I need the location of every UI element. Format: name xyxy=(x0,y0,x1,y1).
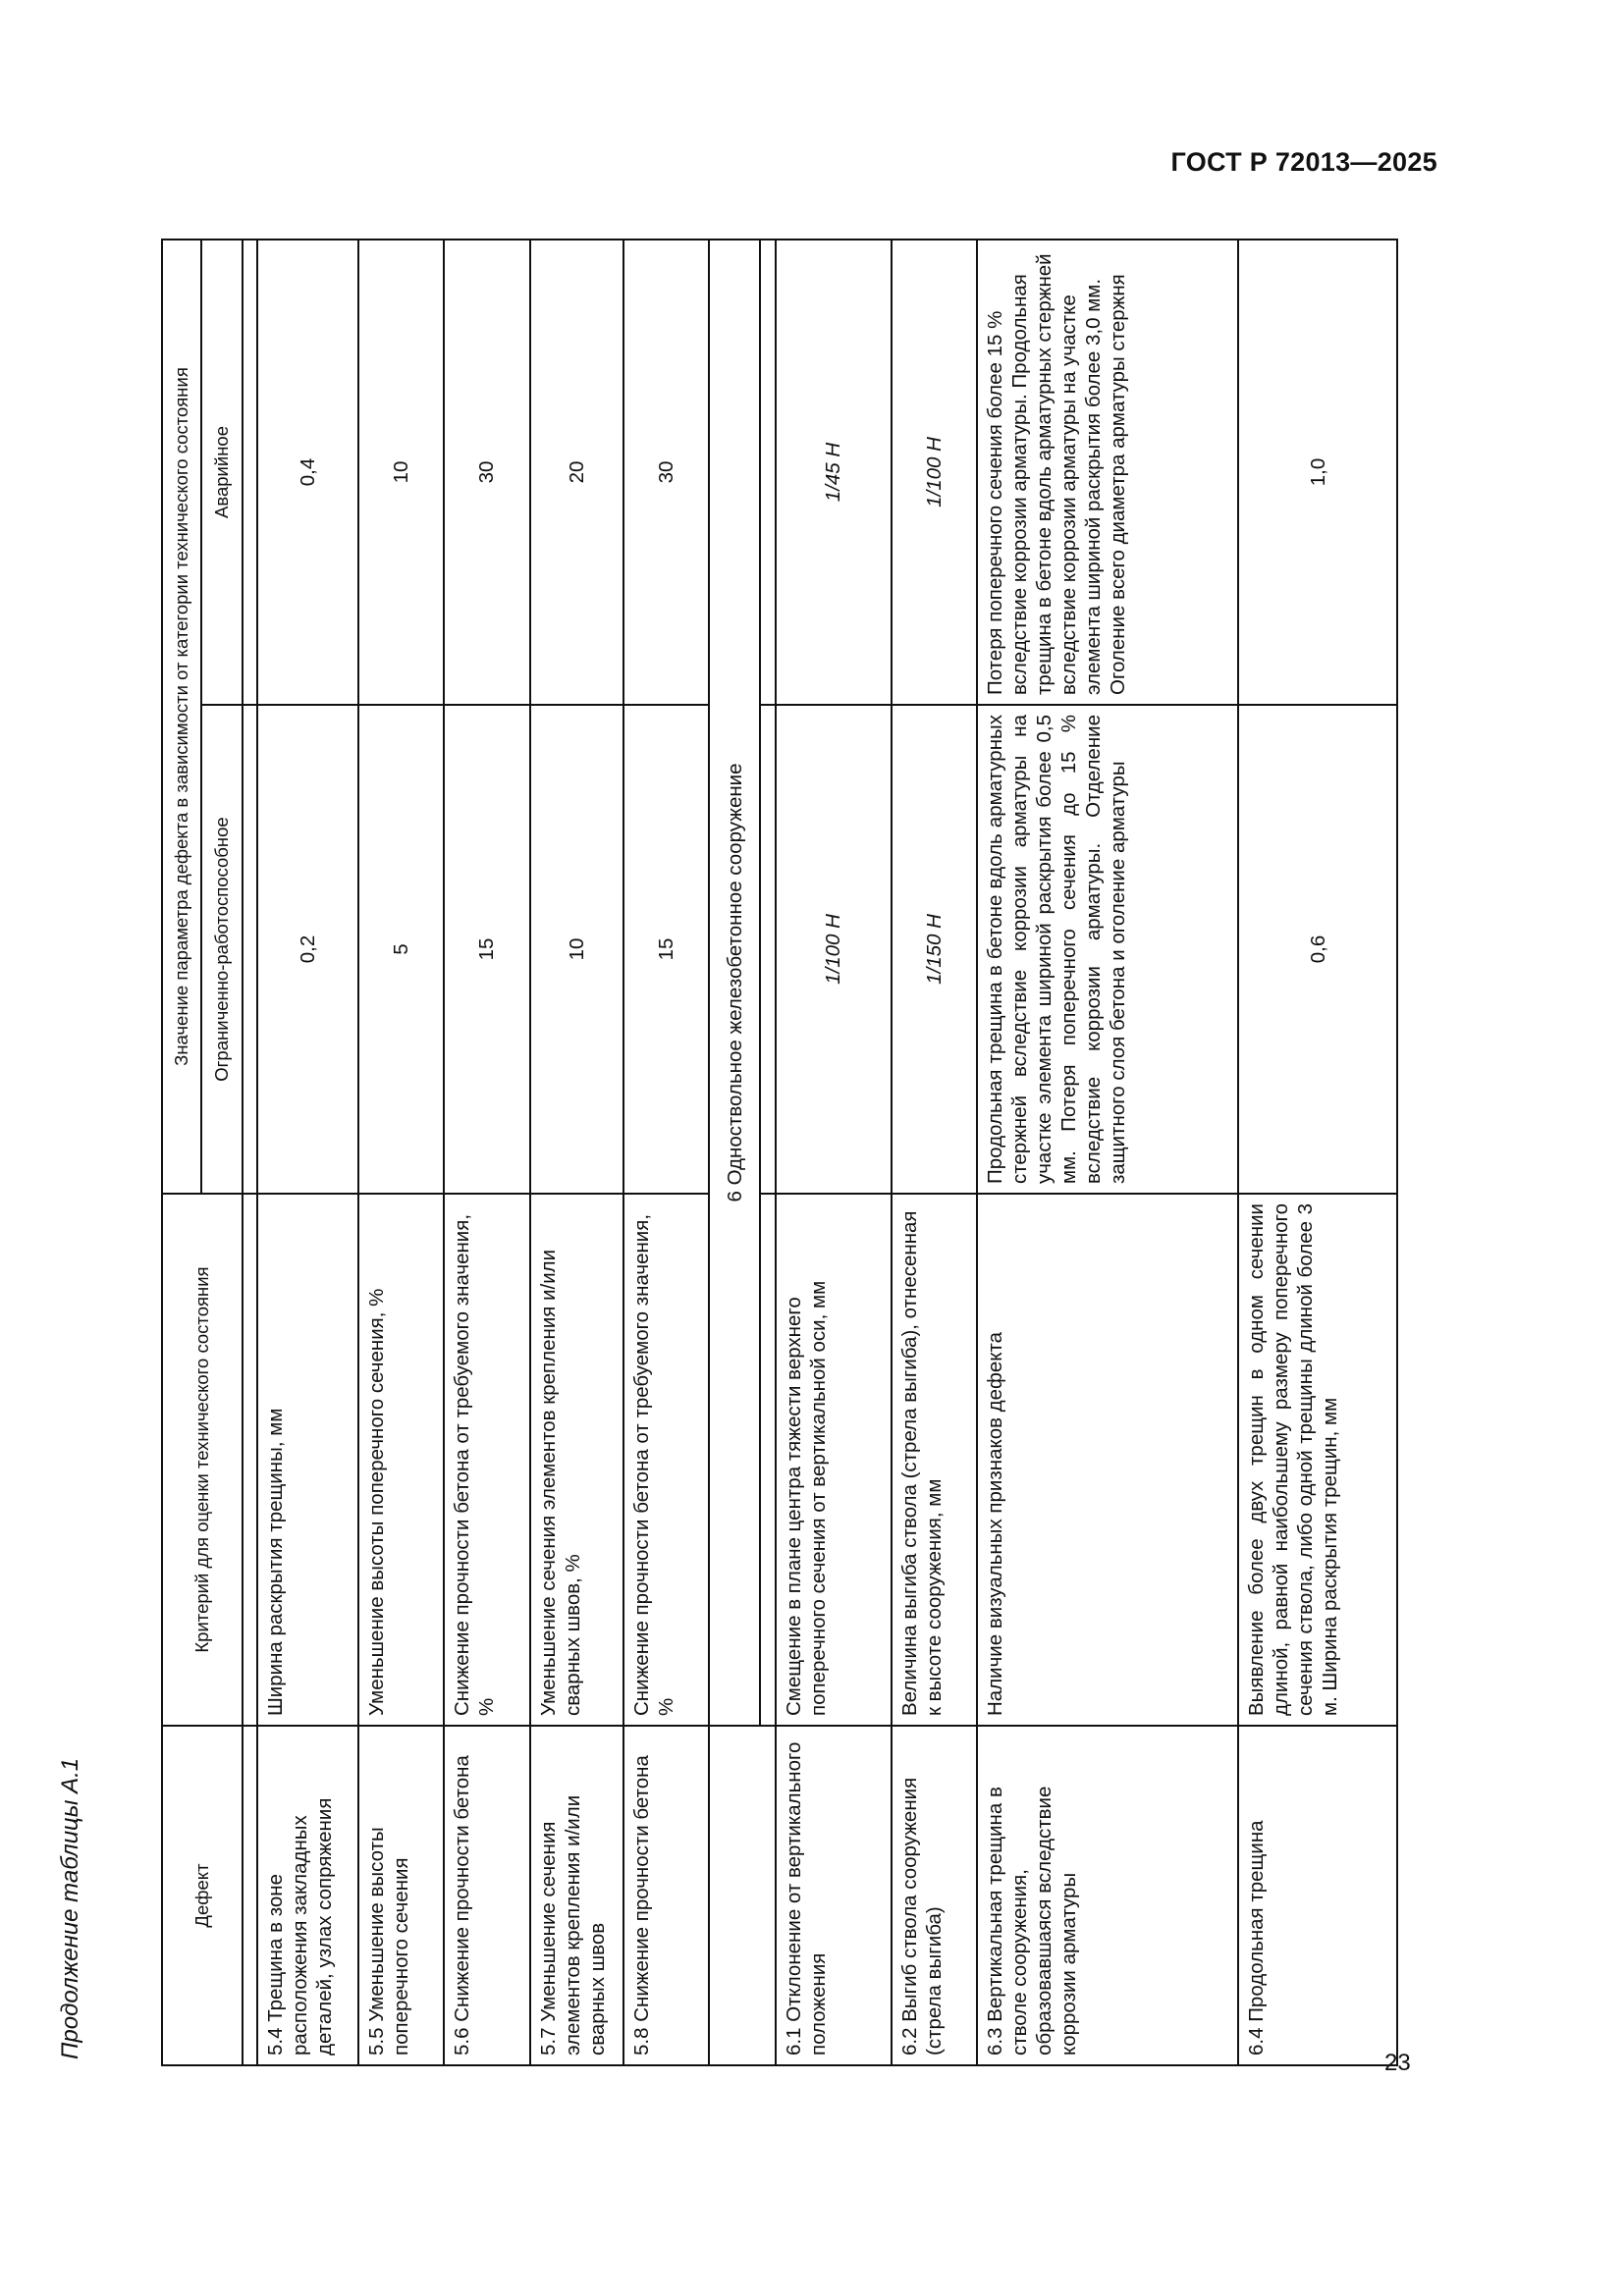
rotated-table-wrapper xyxy=(161,240,1398,2066)
spacer-cell xyxy=(760,240,775,705)
spacer-cell xyxy=(760,1194,775,1726)
emergency-value-cell: 1,0 xyxy=(1238,240,1397,705)
defect-cell: 5.6 Снижение прочности бетона xyxy=(444,1726,529,2065)
table-row xyxy=(358,240,444,2065)
emergency-value-cell: 20 xyxy=(530,240,623,705)
header-defect: Дефект xyxy=(162,1726,243,2065)
table-row xyxy=(892,240,977,2065)
defect-cell: 5.5 Уменьшение высоты поперечного сечения xyxy=(358,1726,444,2065)
limited-value-cell: 1/100 H xyxy=(776,705,892,1194)
criterion-cell: Ширина раскрытия трещины, мм xyxy=(257,1194,358,1726)
criterion-cell: Снижение прочности бетона от требуемого значения, % xyxy=(444,1194,529,1726)
page-number: 23 xyxy=(1384,2050,1411,2076)
limited-value-cell: 0,6 xyxy=(1238,705,1397,1194)
criterion-cell: Уменьшение высоты поперечного сечения, % xyxy=(358,1194,444,1726)
section-blank-cell xyxy=(709,1726,760,2065)
spacer-cell xyxy=(760,705,775,1194)
spacer-cell xyxy=(243,1194,257,1726)
limited-value-cell: Продольная трещина в бетоне вдоль арматурных стержней вследствие коррозии арматуры на участке элемента шириной раскрытия более 0,5 мм. Потеря поперечного сечения до 15 % вследствие коррозии арматуры. Отделение защитного слоя бетона и оголение арматуры xyxy=(977,705,1238,1194)
criterion-cell: Снижение прочности бетона от требуемого значения, % xyxy=(623,1194,709,1726)
spacer-cell xyxy=(243,240,257,705)
limited-value-cell: 0,2 xyxy=(257,705,358,1194)
table-row xyxy=(623,240,709,2065)
section-title: 6 Одноствольное железобетонное сооружение xyxy=(709,240,760,1726)
limited-value-cell: 15 xyxy=(444,705,529,1194)
emergency-value-cell: 30 xyxy=(623,240,709,705)
defect-cell: 5.7 Уменьшение сечения элементов крепления и/или сварных швов xyxy=(530,1726,623,2065)
document-code: ГОСТ Р 72013—2025 xyxy=(1170,147,1437,177)
limited-value-cell: 10 xyxy=(530,705,623,1194)
criterion-cell: Выявление более двух трещин в одном сечении длиной, равной наибольшему размеру поперечного сечения ствола, либо одной трещины длиной более 3 м. Ширина раскрытия трещин, мм xyxy=(1238,1194,1397,1726)
limited-value-cell: 5 xyxy=(358,705,444,1194)
criterion-cell: Наличие визуальных признаков дефекта xyxy=(977,1194,1238,1726)
table-row xyxy=(1238,240,1397,2065)
limited-value-cell: 1/150 H xyxy=(892,705,977,1194)
emergency-value-cell: 10 xyxy=(358,240,444,705)
limited-value-cell: 15 xyxy=(623,705,709,1194)
emergency-value-cell: 0,4 xyxy=(257,240,358,705)
spacer-cell xyxy=(243,1726,257,2065)
defect-cell: 6.3 Вертикальная трещина в стволе сооружения, образовавшаяся вследствие коррозии арматуры xyxy=(977,1726,1238,2065)
criterion-cell: Величина выгиба ствола (стрела выгиба), отнесенная к высоте сооружения, мм xyxy=(892,1194,977,1726)
defect-cell: 6.1 Отклонение от вертикального положения xyxy=(776,1726,892,2065)
defect-cell: 5.8 Снижение прочности бетона xyxy=(623,1726,709,2065)
emergency-value-cell: 30 xyxy=(444,240,529,705)
header-emergency: Аварийное xyxy=(201,240,243,705)
criterion-cell: Уменьшение сечения элементов крепления и/или сварных швов, % xyxy=(530,1194,623,1726)
defect-cell: 6.2 Выгиб ствола сооружения (стрела выгиба) xyxy=(892,1726,977,2065)
criterion-cell: Смещение в плане центра тяжести верхнего поперечного сечения от вертикальной оси, мм xyxy=(776,1194,892,1726)
spacer-cell xyxy=(243,705,257,1194)
defect-cell: 6.4 Продольная трещина xyxy=(1238,1726,1397,2065)
defect-cell: 5.4 Трещина в зоне расположения закладных деталей, узлах сопряжения xyxy=(257,1726,358,2065)
table-row xyxy=(977,240,1238,2065)
emergency-value-cell: 1/45 H xyxy=(776,240,892,705)
section-row xyxy=(709,240,760,2065)
header-value-group: Значение параметра дефекта в зависимости от категории технического состояния xyxy=(162,240,201,1194)
defects-table xyxy=(161,239,1398,2066)
spacer-cell xyxy=(760,1726,775,2065)
header-criterion: Критерий для оценки технического состояния xyxy=(162,1194,243,1726)
table-row xyxy=(530,240,623,2065)
table-row xyxy=(444,240,529,2065)
table-row xyxy=(257,240,358,2065)
emergency-value-cell: Потеря поперечного сечения более 15 % вследствие коррозии арматуры. Продольная трещина в бетоне вдоль арматурных стержней вследствие коррозии арматуры на участке элемента шириной раскрытия более 3,0 мм. Оголение всего диаметра арматуры стержня xyxy=(977,240,1238,705)
table-caption: Продолжение таблицы А.1 xyxy=(57,1757,83,2059)
table-row xyxy=(776,240,892,2065)
emergency-value-cell: 1/100 H xyxy=(892,240,977,705)
header-limited: Ограниченно-работоспособное xyxy=(201,705,243,1194)
